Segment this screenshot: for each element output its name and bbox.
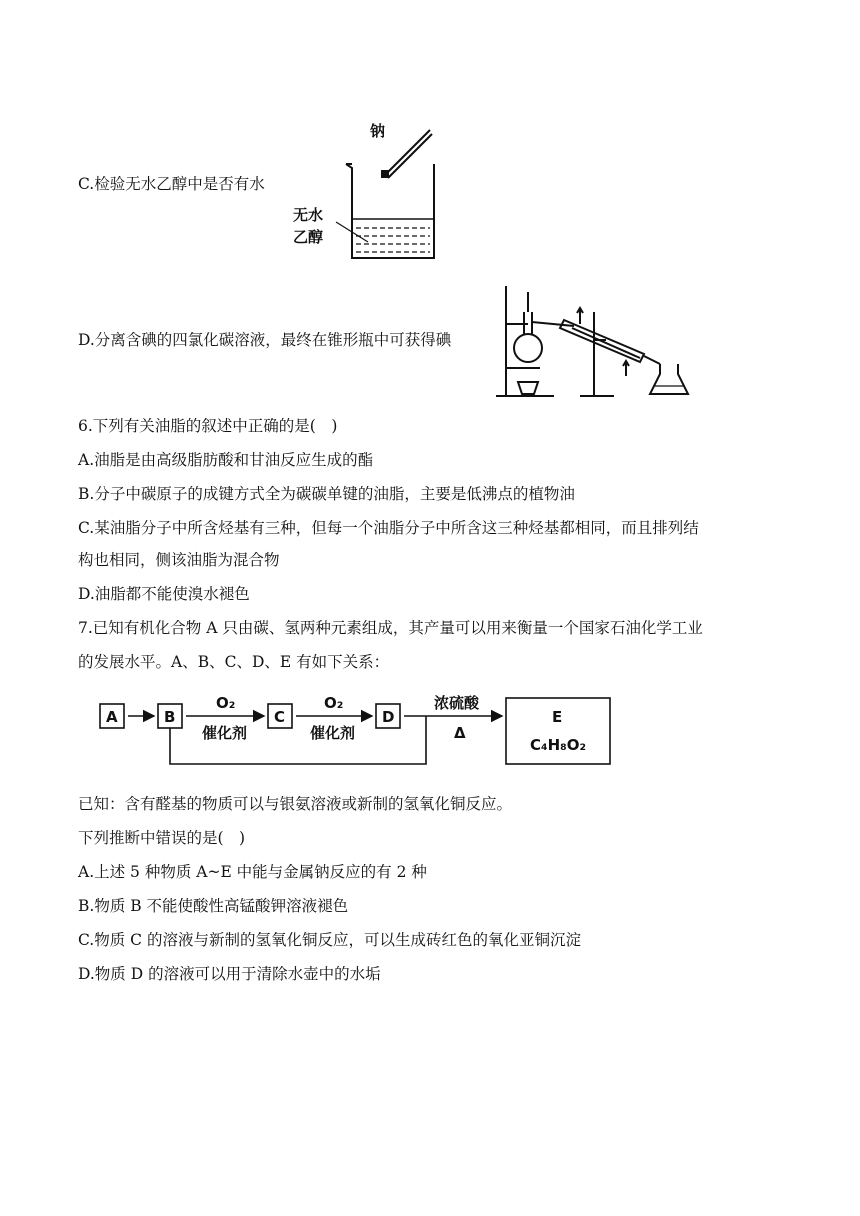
q7-known: 已知：含有醛基的物质可以与银氨溶液或新制的氢氧化铜反应。 <box>78 795 513 813</box>
sodium-ethanol-beaker-figure <box>288 118 448 268</box>
q7-stem-line2: 的发展水平。A、B、C、D、E 有如下关系： <box>78 653 390 671</box>
distillation-apparatus-figure <box>494 282 694 400</box>
ethanol-label-line2: 乙醇 <box>293 228 324 246</box>
q7-stem-line1: 7.已知有机化合物 A 只由碳、氢两种元素组成，其产量可以用来衡量一个国家石油化学工业 <box>78 619 703 637</box>
e-formula: C₄H₈O₂ <box>530 736 587 754</box>
label-c: C <box>274 708 286 726</box>
q7-option-b: B.物质 B 不能使酸性高锰酸钾溶液褪色 <box>78 897 349 915</box>
q6-option-c-line2: 构也相同，侧该油脂为混合物 <box>78 551 280 569</box>
reaction-scheme-figure <box>96 692 616 782</box>
option-d-text: D.分离含碘的四氯化碳溶液，最终在锥形瓶中可获得碘 <box>78 331 452 349</box>
catalyst-label-1: 催化剂 <box>202 724 248 742</box>
q6-option-a: A.油脂是由高级脂肪酸和甘油反应生成的酯 <box>78 451 374 469</box>
q7-option-c: C.物质 C 的溶液与新制的氢氧化铜反应，可以生成砖红色的氧化亚铜沉淀 <box>78 931 581 949</box>
label-d: D <box>382 708 395 726</box>
q6-stem: 6.下列有关油脂的叙述中正确的是( ) <box>78 417 338 435</box>
option-c-text: C.检验无水乙醇中是否有水 <box>78 175 265 193</box>
catalyst-label-2: 催化剂 <box>310 724 356 742</box>
heat-label: Δ <box>454 724 466 742</box>
sodium-label: 钠 <box>370 122 386 140</box>
q6-option-d: D.油脂都不能使溴水褪色 <box>78 585 250 603</box>
q7-ask: 下列推断中错误的是( ) <box>78 829 246 847</box>
label-a: A <box>106 708 118 726</box>
label-e: E <box>552 708 563 726</box>
label-b: B <box>164 708 176 726</box>
conc-sulfuric-acid-label: 浓硫酸 <box>434 694 480 712</box>
q6-option-c-line1: C.某油脂分子中所含烃基有三种，但每一个油脂分子中所含这三种烃基都相同，而且排列结 <box>78 519 699 537</box>
o2-label-2: O₂ <box>324 694 344 712</box>
ethanol-label-line1: 无水 <box>293 206 324 224</box>
q6-option-b: B.分子中碳原子的成键方式全为碳碳单键的油脂，主要是低沸点的植物油 <box>78 485 575 503</box>
q7-option-a: A.上述 5 种物质 A~E 中能与金属钠反应的有 2 种 <box>78 863 427 881</box>
o2-label-1: O₂ <box>216 694 236 712</box>
q7-option-d: D.物质 D 的溶液可以用于清除水壶中的水垢 <box>78 965 381 983</box>
